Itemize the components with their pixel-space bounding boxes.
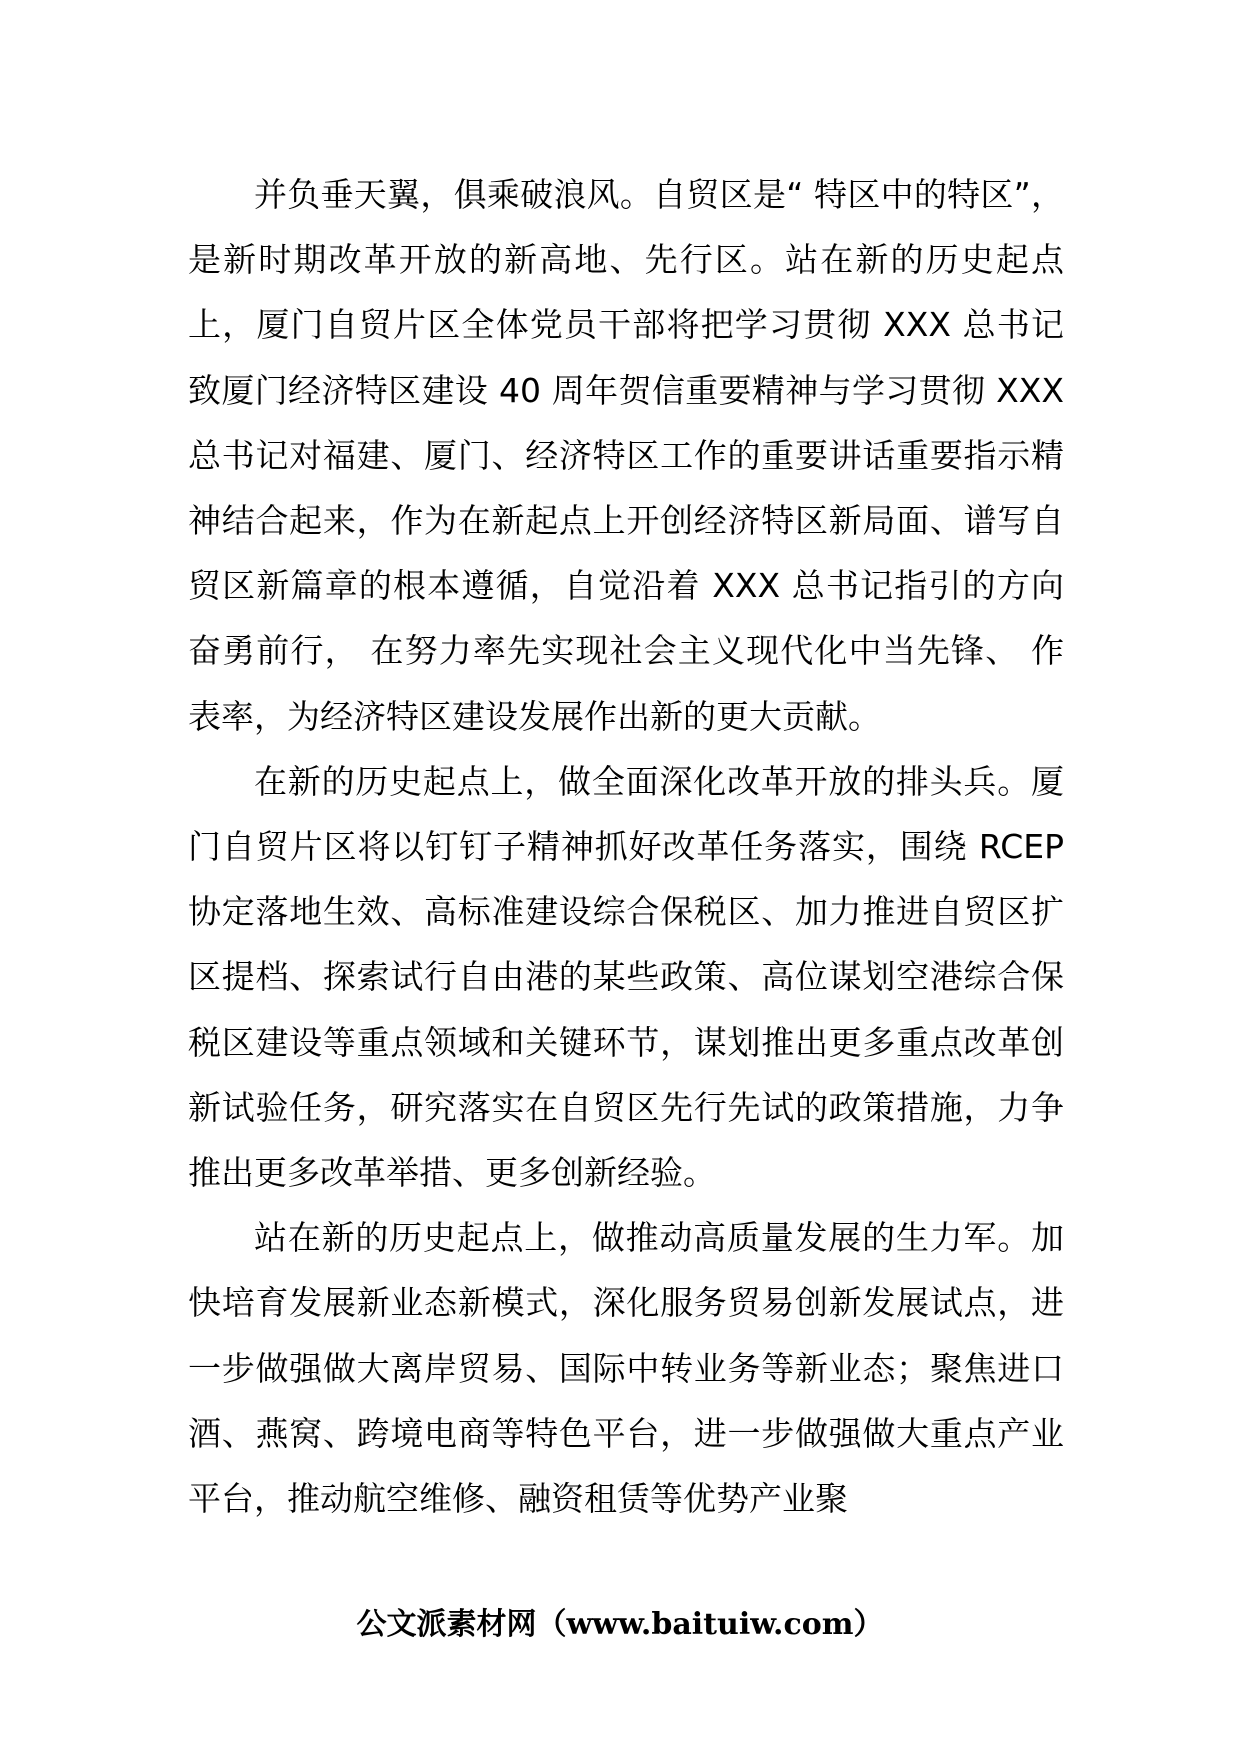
paragraph-1: 并负垂天翼，俱乘破浪风。自贸区是“ 特区中的特区”，是新时期改革开放的新高地、先行区。站在新的历史起点上，厦门自贸片区全体党员干部将把学习贯彻 XXX 总书记致厦门经济特区建设 40 周年贺信重要精神与学习贯彻 XXX 总书记对福建、厦门、经济特区工作的重要讲话重要指示精神结合起来，作为在新起点上开创经济特区新局面、谱写自贸区新篇章的根本遵循，自觉沿着 XXX 总书记指引的方向奋勇前行， 在努力率先实现社会主义现代化中当先锋、 作表率，为经济特区建设发展作出新的更大贡献。 (188, 175, 1064, 736)
page-footer-watermark: 公文派素材网（www.baituiw.com） (356, 1607, 884, 1642)
paragraph-2: 在新的历史起点上，做全面深化改革开放的排头兵。厦门自贸片区将以钉钉子精神抓好改革任务落实，围绕 RCEP 协定落地生效、高标准建设综合保税区、加力推进自贸区扩区提档、探索试行自由港的某些政策、高位谋划空港综合保税区建设等重点领域和关键环节，谋划推出更多重点改革创新试验任务，研究落实在自贸区先行先试的政策措施，力争推出更多改革举措、更多创新经验。 (188, 761, 1064, 1193)
paragraph-3: 站在新的历史起点上，做推动高质量发展的生力军。加快培育发展新业态新模式，深化服务贸易创新发展试点，进一步做强做大离岸贸易、国际中转业务等新业态；聚焦进口酒、燕窝、跨境电商等特色平台，进一步做强做大重点产业平台，推动航空维修、融资租赁等优势产业聚 (188, 1218, 1064, 1519)
document-body (188, 162, 1064, 1531)
